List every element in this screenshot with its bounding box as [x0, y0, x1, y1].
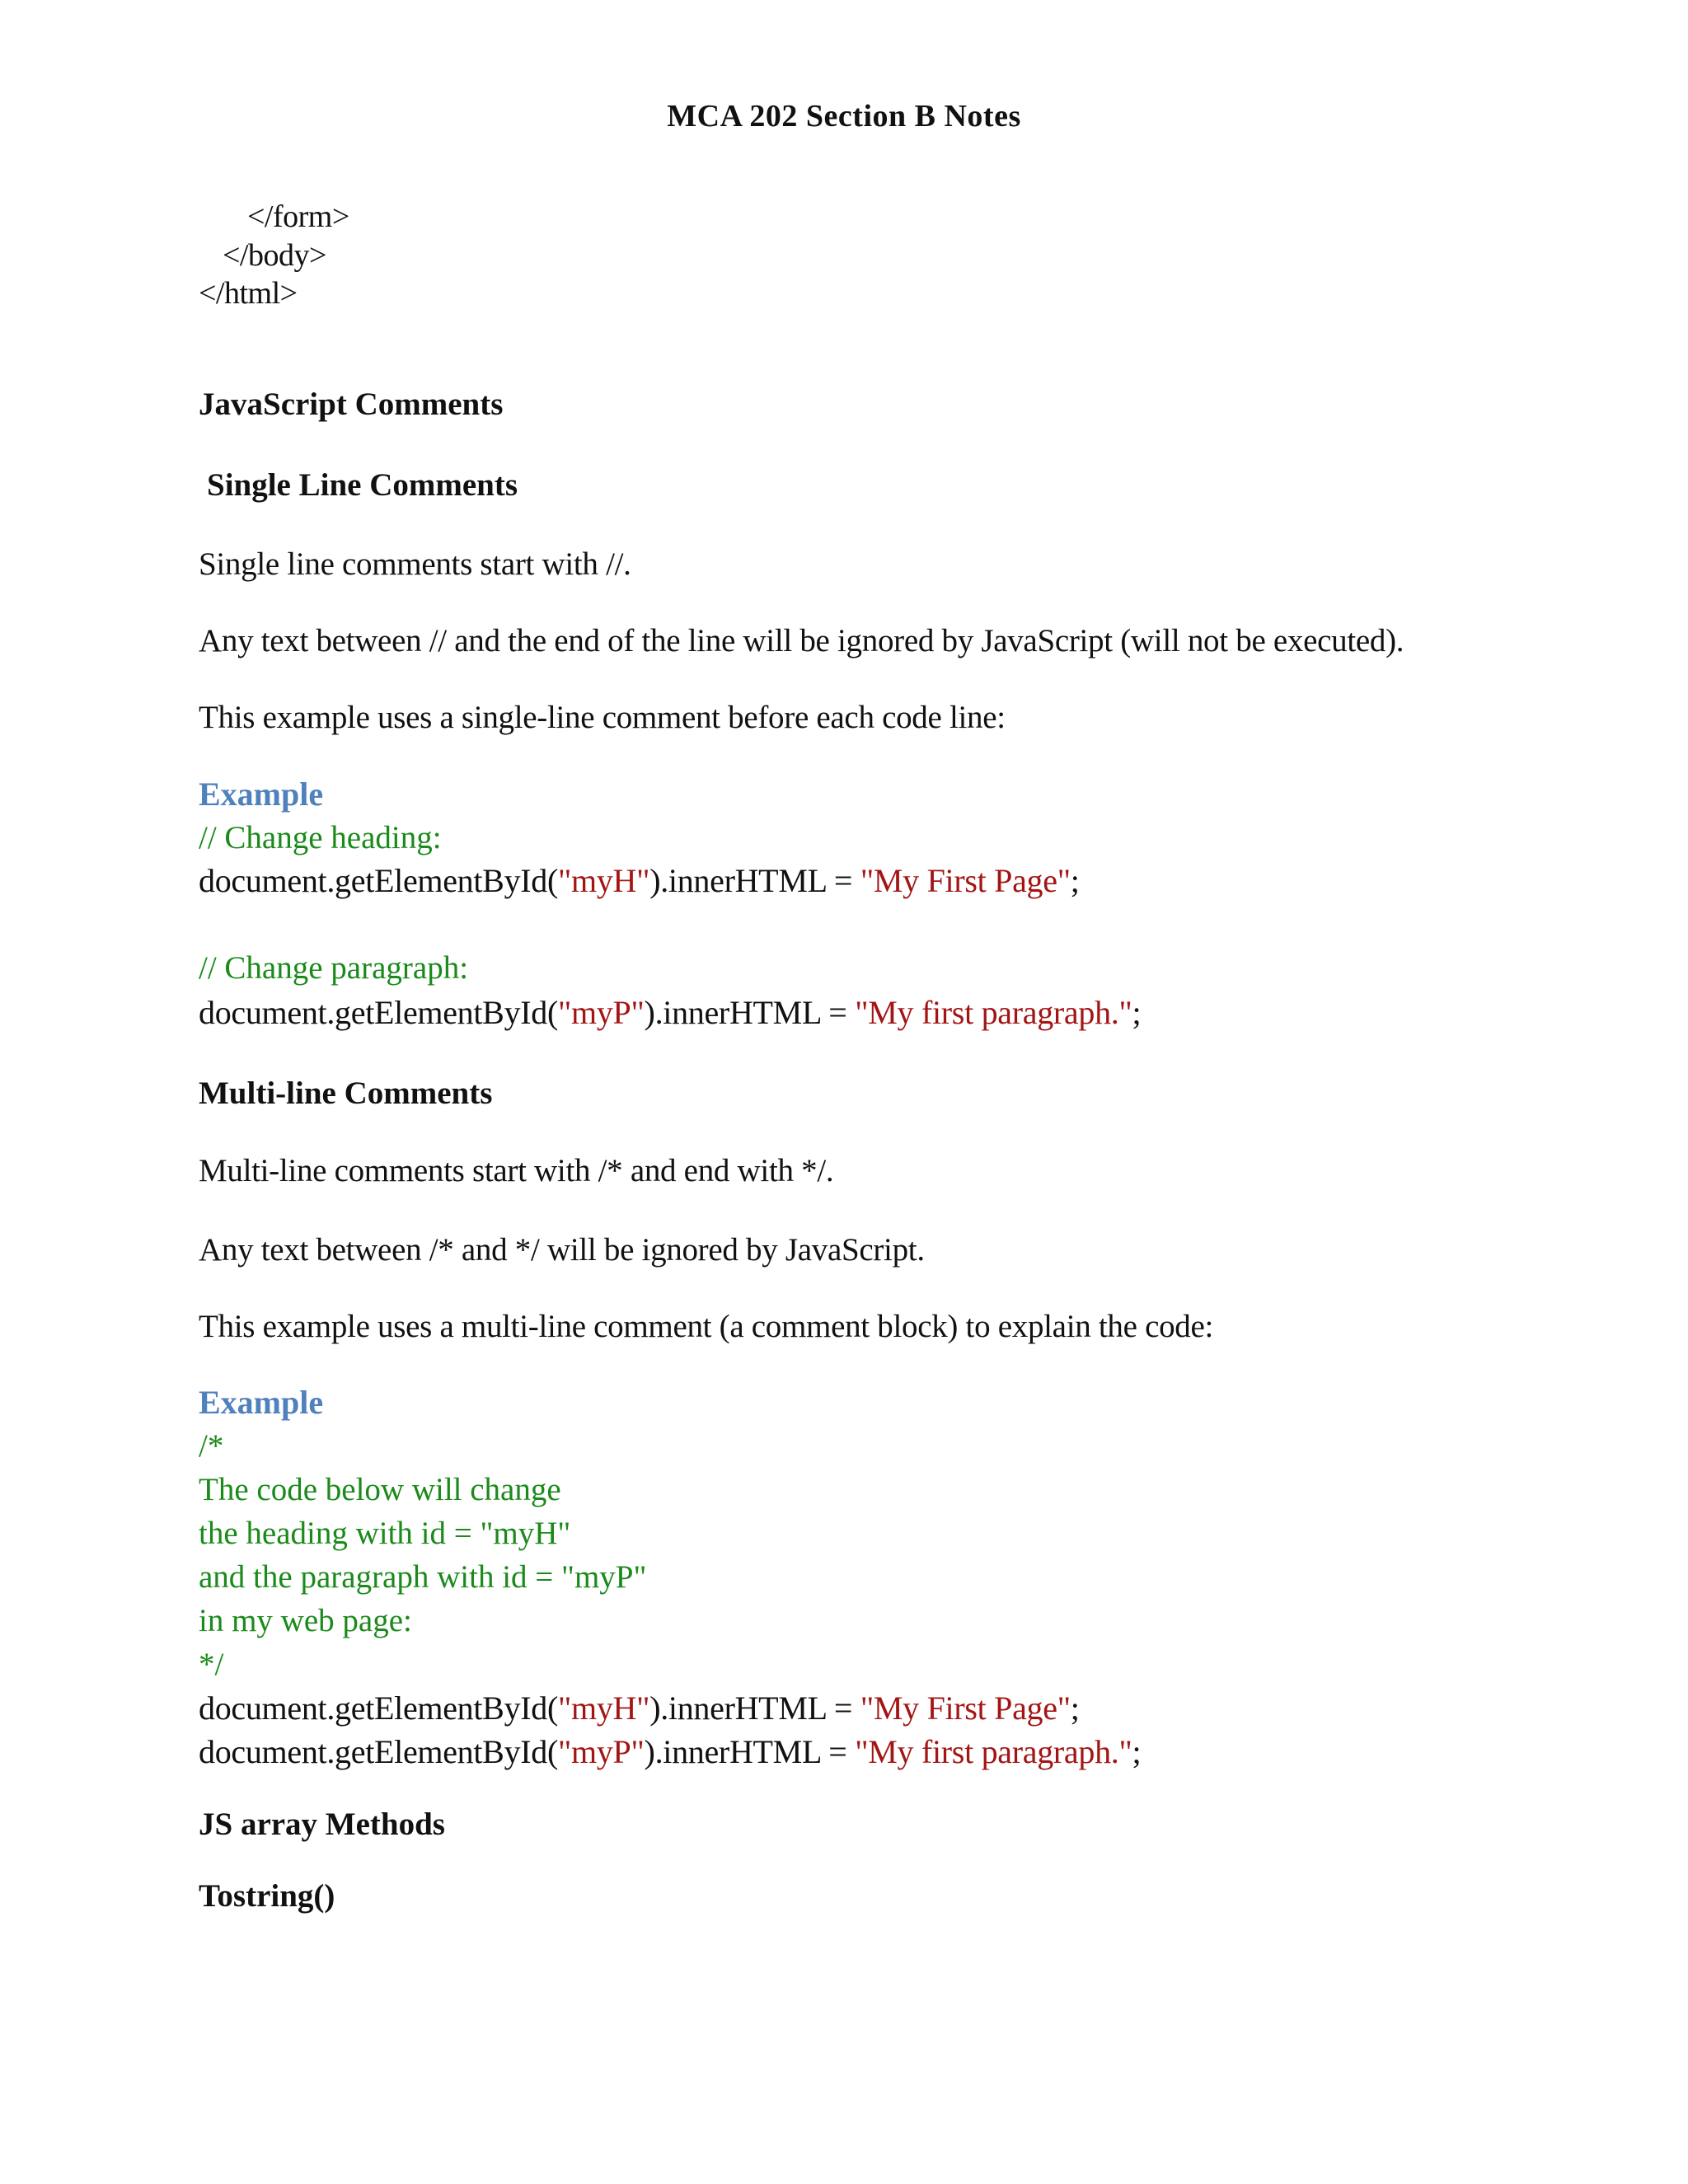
paragraph-single-line-example-desc: This example uses a single-line comment before each code line: — [199, 700, 1006, 735]
paragraph-multi-line-intro: Multi-line comments start with /* and end with */. — [199, 1153, 834, 1188]
paragraph-single-line-ignored: Any text between // and the end of the line will be ignored by JavaScript (will not be executed). — [199, 623, 1404, 658]
section-heading-tostring: Tostring() — [199, 1878, 335, 1914]
section-heading-multi-line-comments: Multi-line Comments — [199, 1076, 493, 1111]
paragraph-single-line-intro: Single line comments start with //. — [199, 546, 631, 582]
code-line-body-close: </body> — [223, 238, 326, 273]
code-line-set-heading: document.getElementById("myH").innerHTML = "My First Page"; — [199, 1690, 1080, 1727]
page-title: MCA 202 Section B Notes — [667, 99, 1021, 134]
example-label-multi-line: Example — [199, 1384, 324, 1421]
code-line-html-close: </html> — [199, 276, 298, 311]
example-label-single-line: Example — [199, 776, 324, 813]
code-comment-block-close: */ — [199, 1647, 224, 1682]
section-heading-single-line-comments: Single Line Comments — [207, 467, 518, 503]
section-heading-javascript-comments: JavaScript Comments — [199, 387, 504, 422]
code-comment-change-paragraph: // Change paragraph: — [199, 950, 469, 986]
paragraph-multi-line-example-desc: This example uses a multi-line comment (a comment block) to explain the code: — [199, 1309, 1214, 1344]
section-heading-js-array-methods: JS array Methods — [199, 1807, 445, 1842]
code-comment-block-open: /* — [199, 1428, 224, 1464]
code-line-form-close: </form> — [247, 199, 349, 234]
code-comment-block-line: and the paragraph with id = "myP" — [199, 1559, 647, 1595]
paragraph-multi-line-ignored: Any text between /* and */ will be ignored by JavaScript. — [199, 1232, 925, 1268]
code-comment-block-line: the heading with id = "myH" — [199, 1516, 571, 1551]
code-comment-change-heading: // Change heading: — [199, 820, 442, 855]
code-line-set-heading: document.getElementById("myH").innerHTML = "My First Page"; — [199, 862, 1080, 899]
code-comment-block-line: The code below will change — [199, 1472, 561, 1507]
code-line-set-paragraph: document.getElementById("myP").innerHTML = "My first paragraph."; — [199, 1733, 1142, 1770]
code-comment-block-line: in my web page: — [199, 1603, 412, 1638]
code-line-set-paragraph: document.getElementById("myP").innerHTML = "My first paragraph."; — [199, 994, 1142, 1031]
